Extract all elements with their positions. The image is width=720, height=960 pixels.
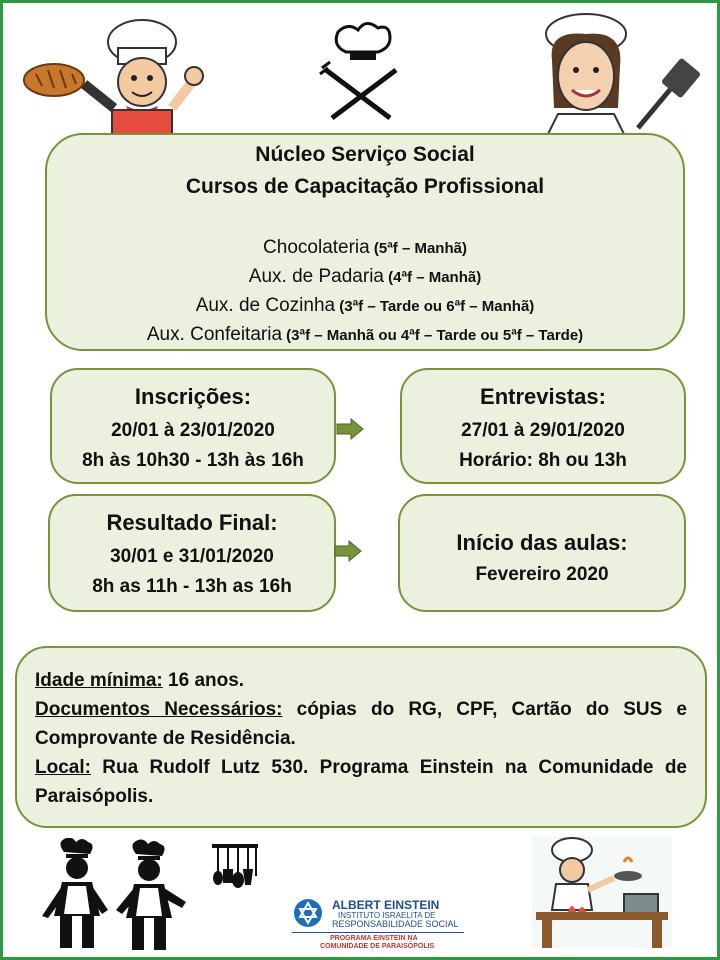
resultado-hours: 8h as 11h - 13h as 16h [92, 576, 292, 597]
logo-sub1: INSTITUTO ISRAELITA DE [338, 911, 436, 920]
course-schedule: (3ªf – Tarde ou 6ªf – Manhã) [335, 298, 535, 315]
woman-chef-illustration [528, 10, 708, 134]
course-name: Aux. Confeitaria [146, 324, 283, 345]
course-schedule: (4ªf – Manhã) [383, 269, 482, 286]
idade-line [35, 666, 687, 695]
resultado-box [48, 494, 336, 612]
documentos-line [35, 695, 687, 753]
local-label: Local: [35, 757, 91, 778]
course-name: Aux. de Padaria [248, 266, 384, 287]
entrevistas-hours: Horário: 8h ou 13h [459, 450, 627, 471]
course-name: Chocolateria [263, 237, 370, 258]
idade-label: Idade mínima: [35, 670, 163, 691]
inicio-title: Início das aulas: [456, 530, 628, 555]
albert-einstein-logo-icon [293, 898, 323, 928]
arrow-right-icon [336, 418, 364, 440]
resultado-dates: 30/01 e 31/01/2020 [110, 546, 274, 567]
course-schedule: (3ªf – Manhã ou 4ªf – Tarde ou 5ªf – Tarde) [282, 327, 584, 344]
section-subtitle: Cursos de Capacitação Profissional [185, 175, 545, 198]
inscricoes-dates: 20/01 à 23/01/2020 [111, 420, 275, 441]
arrow-right-icon [334, 540, 362, 562]
logo-sub2: RESPONSABILIDADE SOCIAL [332, 919, 459, 929]
local-value: Rua Rudolf Lutz 530. Programa Einstein na Comunidade de Paraisópolis. [35, 757, 687, 807]
section-title: Núcleo Serviço Social [255, 143, 475, 166]
logo-program2: COMUNIDADE DE PARAISÓPOLIS [320, 943, 435, 950]
inicio-box [398, 494, 686, 612]
course-schedule: (5ªf – Manhã) [369, 240, 467, 257]
cooking-chef-illustration [532, 836, 672, 948]
course-item [47, 266, 683, 288]
baker-chef-illustration [22, 12, 212, 134]
course-item [47, 295, 683, 317]
documentos-label: Documentos Necessários: [35, 699, 283, 720]
course-item [47, 237, 683, 259]
idade-value: 16 anos. [162, 670, 245, 691]
inscricoes-hours: 8h às 10h30 - 13h às 16h [82, 450, 304, 471]
documentos-value: cópias do RG, CPF, Cartão do SUS e Comprovante de Residência. [35, 699, 687, 749]
kitchen-utensils-icon [210, 842, 260, 890]
course-item [47, 324, 683, 346]
logo-program1: PROGRAMA EINSTEIN NA [330, 935, 418, 942]
inicio-date: Fevereiro 2020 [475, 564, 609, 585]
inscricoes-title: Inscrições: [134, 384, 252, 409]
logo-divider [292, 932, 464, 933]
course-name: Aux. de Cozinha [195, 295, 336, 316]
info-box [15, 646, 707, 828]
chef-silhouettes-illustration [38, 838, 194, 950]
entrevistas-dates: 27/01 à 29/01/2020 [461, 420, 625, 441]
chef-hat-utensils-icon [318, 18, 404, 122]
inscricoes-box [50, 368, 336, 484]
local-line [35, 753, 687, 811]
entrevistas-title: Entrevistas: [480, 384, 606, 409]
logo-name: ALBERT EINSTEIN [332, 898, 440, 912]
courses-box [45, 133, 685, 351]
resultado-title: Resultado Final: [106, 510, 278, 535]
entrevistas-box [400, 368, 686, 484]
